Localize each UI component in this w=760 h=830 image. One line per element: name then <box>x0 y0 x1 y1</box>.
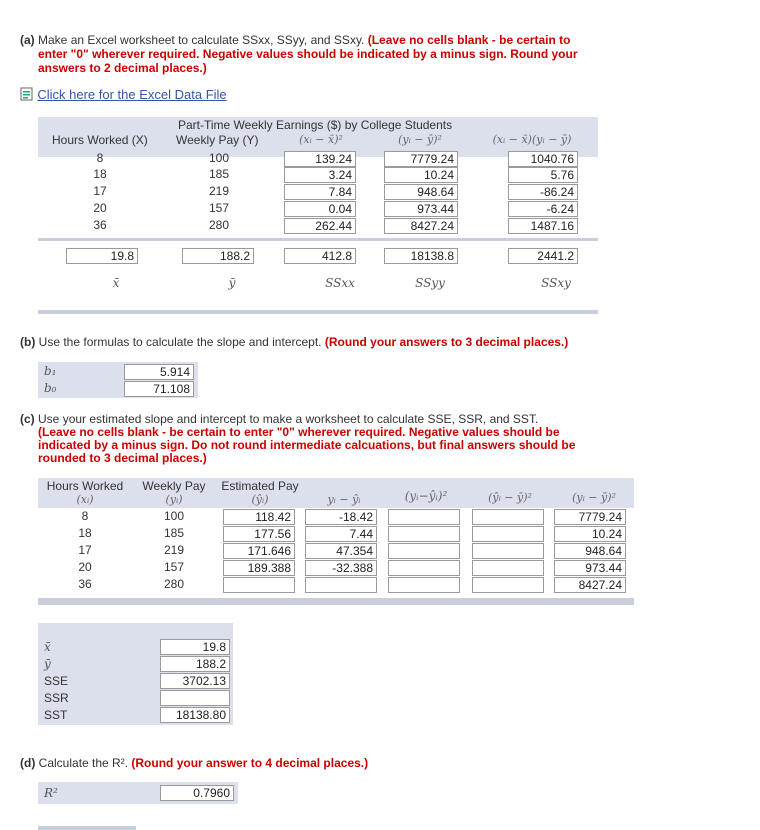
part-d-label: (d) <box>20 756 36 770</box>
summary-label: SSE <box>44 674 69 688</box>
sxx-input[interactable]: 262.44 <box>284 218 356 234</box>
resid2-input[interactable] <box>388 543 460 559</box>
syy-input[interactable]: 948.64 <box>384 184 458 200</box>
part-b-prompt <box>20 335 568 349</box>
c-row-hours: 8 <box>81 509 89 523</box>
c-row-pay: 185 <box>163 526 185 540</box>
part-c-instr3: rounded to 3 decimal places.) <box>38 451 207 465</box>
row-pay: 219 <box>208 184 230 198</box>
col-header-syy: (yᵢ − ȳ)² <box>398 133 442 146</box>
c-row-hours: 36 <box>78 577 92 591</box>
part-a-instr3: answers to 2 decimal places.) <box>38 61 207 75</box>
label-ybar: ȳ <box>228 276 236 290</box>
part-c-text: Use your estimated slope and intercept to make a worksheet to calculate SSE, SSR, and SST. <box>38 412 539 426</box>
yhat-input[interactable] <box>223 577 295 593</box>
sxx-input[interactable]: 3.24 <box>284 167 356 183</box>
table-a-title: Part-Time Weekly Earnings ($) by College Students <box>178 118 453 132</box>
summary-input[interactable] <box>160 690 230 706</box>
b1-label: b₁ <box>44 364 57 378</box>
tot2-input[interactable]: 10.24 <box>554 526 626 542</box>
tot2-input[interactable]: 948.64 <box>554 543 626 559</box>
summary-input[interactable]: 19.8 <box>160 639 230 655</box>
summary-label: SST <box>44 708 68 722</box>
r2-label: R² <box>44 786 58 800</box>
part-d-instr: (Round your answer to 4 decimal places.) <box>131 756 369 770</box>
c-row-hours: 18 <box>78 526 92 540</box>
syy-input[interactable]: 10.24 <box>384 167 458 183</box>
c-header-resid2: (yᵢ−ŷᵢ)² <box>404 489 448 503</box>
table-c-bottom-bar <box>38 598 634 605</box>
ssxy-input[interactable]: 2441.2 <box>508 248 578 264</box>
resid-input[interactable]: -18.42 <box>305 509 377 525</box>
c-header-tot2: (yᵢ − ȳ)² <box>572 491 616 504</box>
yhat-input[interactable]: 171.646 <box>223 543 295 559</box>
c-header-reg2: (ŷᵢ − ȳ)² <box>488 491 532 504</box>
tot2-input[interactable]: 7779.24 <box>554 509 626 525</box>
row-hours: 36 <box>93 218 107 232</box>
sxy-input[interactable]: 1487.16 <box>508 218 578 234</box>
part-c-instr2: indicated by a minus sign. Do not round intermediate calcuations, but final answers should be <box>38 438 576 452</box>
c-header-est-sub: (ŷᵢ) <box>251 493 269 506</box>
row-pay: 185 <box>208 167 230 181</box>
yhat-input[interactable]: 118.42 <box>223 509 295 525</box>
xbar-input[interactable]: 19.8 <box>66 248 138 264</box>
summary-input[interactable]: 18138.80 <box>160 707 230 723</box>
c-row-pay: 100 <box>163 509 185 523</box>
c-header-hours-sub: (xᵢ) <box>76 493 94 506</box>
summary-label: x̄ <box>44 640 51 654</box>
resid2-input[interactable] <box>388 526 460 542</box>
sxy-input[interactable]: 1040.76 <box>508 151 578 167</box>
resid2-input[interactable] <box>388 577 460 593</box>
part-b-label: (b) <box>20 335 36 349</box>
c-row-hours: 20 <box>78 560 92 574</box>
part-b-instr: (Round your answers to 3 decimal places.) <box>324 335 569 349</box>
tot2-input[interactable]: 973.44 <box>554 560 626 576</box>
table-a-bottom-bar <box>38 310 598 314</box>
row-hours: 8 <box>96 151 104 165</box>
c-header-pay: Weekly Pay <box>142 479 206 493</box>
syy-input[interactable]: 8427.24 <box>384 218 458 234</box>
c-row-pay: 157 <box>163 560 185 574</box>
summary-label: SSR <box>44 691 69 705</box>
part-a-label: (a) <box>20 33 35 47</box>
label-ssyy: SSyy <box>415 276 445 290</box>
row-pay: 100 <box>208 151 230 165</box>
reg2-input[interactable] <box>472 560 544 576</box>
syy-input[interactable]: 7779.24 <box>384 151 458 167</box>
b0-input[interactable]: 71.108 <box>124 381 194 397</box>
c-header-pay-sub: (yᵢ) <box>165 493 183 506</box>
part-a-instr2: enter "0" wherever required. Negative values should be indicated by a minus sign. Round your <box>38 47 578 61</box>
reg2-input[interactable] <box>472 526 544 542</box>
b0-label: b₀ <box>44 381 57 395</box>
part-a-instr1: (Leave no cells blank - be certain to <box>367 33 571 47</box>
part-d-text: Calculate the R². <box>38 756 129 770</box>
col-header-sxy: (xᵢ − x̄)(yᵢ − ȳ) <box>492 133 572 146</box>
reg2-input[interactable] <box>472 577 544 593</box>
col-header-hours: Hours Worked (X) <box>52 133 148 147</box>
sxy-input[interactable]: -86.24 <box>508 184 578 200</box>
tot2-input[interactable]: 8427.24 <box>554 577 626 593</box>
c-header-hours: Hours Worked <box>46 479 124 493</box>
part-c-instr1: (Leave no cells blank - be certain to enter "0" wherever required. Negative values should be <box>38 425 560 439</box>
resid2-input[interactable] <box>388 509 460 525</box>
part-a-prompt <box>20 33 740 47</box>
c-header-resid: yᵢ − ŷᵢ <box>327 493 361 506</box>
label-xbar: x̄ <box>112 276 120 290</box>
reg2-input[interactable] <box>472 543 544 559</box>
yhat-input[interactable]: 177.56 <box>223 526 295 542</box>
row-pay: 157 <box>208 201 230 215</box>
col-header-sxx: (xᵢ − x̄)² <box>299 133 343 146</box>
part-c-label: (c) <box>20 412 35 426</box>
part-c-prompt <box>20 412 538 426</box>
summary-label: ȳ <box>44 657 51 671</box>
c-row-hours: 17 <box>78 543 92 557</box>
row-hours: 18 <box>93 167 107 181</box>
col-header-pay: Weekly Pay (Y) <box>176 133 259 147</box>
sxy-input[interactable]: 5.76 <box>508 167 578 183</box>
part-b-text: Use the formulas to calculate the slope and intercept. <box>38 335 322 349</box>
ssyy-input[interactable]: 18138.8 <box>384 248 458 264</box>
resid-input[interactable]: -32.388 <box>305 560 377 576</box>
resid2-input[interactable] <box>388 560 460 576</box>
row-hours: 17 <box>93 184 107 198</box>
sxx-input[interactable]: 0.04 <box>284 201 356 217</box>
part-d-bottom-bar <box>38 826 136 830</box>
ybar-input[interactable]: 188.2 <box>182 248 254 264</box>
r2-input[interactable]: 0.7960 <box>160 785 234 801</box>
table-a-divider <box>38 238 598 241</box>
sxx-input[interactable]: 7.84 <box>284 184 356 200</box>
syy-input[interactable]: 973.44 <box>384 201 458 217</box>
resid-input[interactable] <box>305 577 377 593</box>
yhat-input[interactable]: 189.388 <box>223 560 295 576</box>
excel-file-icon <box>20 87 34 104</box>
part-d-prompt <box>20 756 368 770</box>
excel-data-link[interactable]: Click here for the Excel Data File <box>37 87 227 102</box>
excel-link-row[interactable] <box>20 87 227 104</box>
row-hours: 20 <box>93 201 107 215</box>
b1-input[interactable]: 5.914 <box>124 364 194 380</box>
c-row-pay: 219 <box>163 543 185 557</box>
resid-input[interactable]: 47.354 <box>305 543 377 559</box>
label-ssxy: SSxy <box>541 276 571 290</box>
resid-input[interactable]: 7.44 <box>305 526 377 542</box>
sxx-input[interactable]: 139.24 <box>284 151 356 167</box>
sxy-input[interactable]: -6.24 <box>508 201 578 217</box>
row-pay: 280 <box>208 218 230 232</box>
reg2-input[interactable] <box>472 509 544 525</box>
summary-input[interactable]: 3702.13 <box>160 673 230 689</box>
summary-input[interactable]: 188.2 <box>160 656 230 672</box>
c-row-pay: 280 <box>163 577 185 591</box>
c-header-est: Estimated Pay <box>221 479 299 493</box>
part-a-intro: Make an Excel worksheet to calculate SSxx, SSyy, and SSxy. <box>38 33 365 47</box>
ssxx-input[interactable]: 412.8 <box>284 248 356 264</box>
label-ssxx: SSxx <box>325 276 355 290</box>
